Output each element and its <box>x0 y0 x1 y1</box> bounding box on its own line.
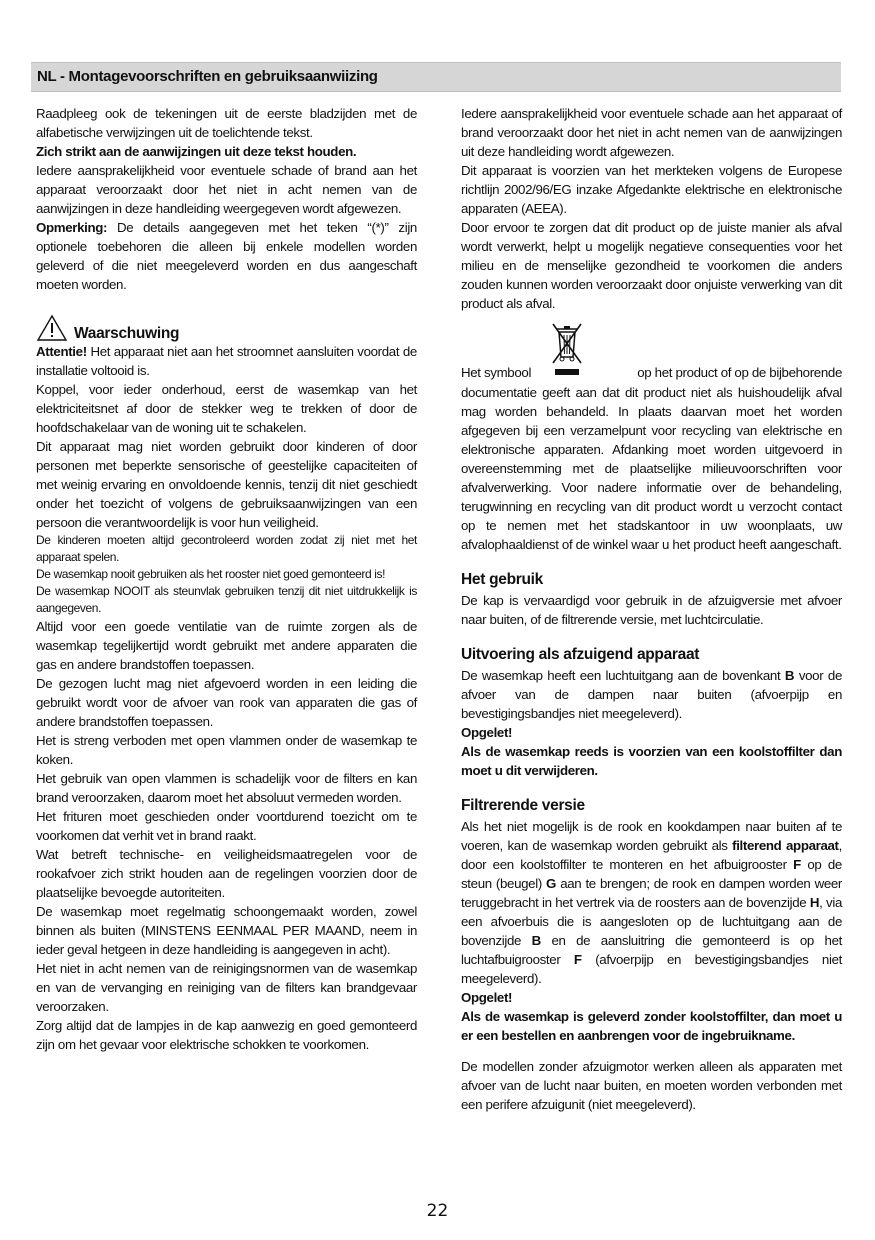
warning-paragraph: Altijd voor een goede ventilatie van de ruimte zorgen als de wasemkap tegelijkertijd wordt gebruikt met andere apparaten die gas en andere brandstoffen toepassen. <box>36 619 417 672</box>
intro-paragraph: Raadpleeg ook de tekeningen uit de eerste bladzijden met de alfabetische verwijzingen uit de toelichtende tekst. <box>36 106 417 140</box>
warning-triangle-icon <box>36 314 68 342</box>
liability-paragraph: Iedere aansprakelijkheid voor eventuele schade aan het apparaat of brand veroorzaakt door het niet in acht nemen van de aanwijzingen uit deze handleiding wordt afgewezen. <box>461 106 842 159</box>
weee-paragraph: Dit apparaat is voorzien van het merkteken volgens de Europese richtlijn 2002/96/EG inzake Afgedankte elektrische en elektronische apparaten (AEEA). <box>461 163 842 216</box>
liability-paragraph: Iedere aansprakelijkheid voor eventuele schade of brand aan het apparaat veroorzaakt door het niet in acht nemen van de aanwijzingen in deze handleiding weergegeven wordt afgewezen. <box>36 163 417 216</box>
warning-paragraph: Wat betreft technische- en veiligheidsmaatregelen voor de rookafvoer zich strikt houden aan de regelingen voorzien door de plaatselijke bevoegde autoriteiten. <box>36 847 417 900</box>
strict-instruction: Zich strikt aan de aanwijzingen uit deze tekst houden. <box>36 144 357 159</box>
filter-paragraph: Als het niet mogelijk is de rook en kookdampen naar buiten af te voeren, kan de wasemkap worden gebruikt als filterend apparaat, door een koolstoffilter te monteren en het afbuigrooster F op de steun (beugel) G aan te brengen; de rook en dampen worden weer teruggebracht in het vertrek via de roosters aan de bovenzijde H, via een afvoerbuis die is aangesloten op de luchtuitgang aan de bovenzijde B en de aansluitring die gemonteerd is op het luchtafbuigrooster F (afvoerpijp en bevestigingsbandjes niet meegeleverd). <box>461 819 842 986</box>
note-paragraph: Opmerking: De details aangegeven met het teken “(*)” zijn optionele toebehoren die alleen bij enkele modellen worden geleverd of die niet meegeleverd worden en dus aangeschaft moeten worden. <box>36 220 417 292</box>
symbol-row <box>461 321 842 383</box>
use-title: Het gebruik <box>461 571 543 588</box>
symbol-line: Het symbool op het product of op de bijbehorende <box>461 365 842 380</box>
symbol-paragraph: documentatie geeft aan dat dit product niet als huishoudelijk afval mag worden behandeld. In plaats daarvan moet het worden afgegeven bij een verzamelpunt voor recycling van elektrische en elektronische apparaten. Afdanking moet worden uitgevoerd in overeenstemming met de plaatselijke milieuvoorschriften voor afvalverwerking. Voor nadere informatie over de behandeling, terugwinning en recycling van dit product wordt u verzocht contact op te nemen met het stadskantoor in uw woonplaats, uw afvalophaaldienst of de winkel waar u het product heeft aangeschaft. <box>461 385 842 552</box>
warning-paragraph: De wasemkap moet regelmatig schoongemaakt worden, zowel binnen als buiten (MINSTENS EENMAAL PER MAAND, neem in ieder geval hetgeen in deze handleiding is aangegeven in acht). <box>36 904 417 957</box>
warning-paragraph: Het frituren moet geschieden onder voortdurend toezicht om te voorkomen dat verhit vet in brand raakt. <box>36 809 417 843</box>
warning-paragraph: De gezogen lucht mag niet afgevoerd worden in een leiding die gebruikt wordt voor de afvoer van rook van apparaten die gas of andere brandstoffen toepassen. <box>36 676 417 729</box>
filter-title: Filtrerende versie <box>461 797 585 814</box>
models-paragraph: De modellen zonder afzuigmotor werken alleen als apparaten met afvoer van de lucht naar buiten, en moeten worden verbonden met een perifere afzuigunit (niet meegeleverd). <box>461 1059 842 1112</box>
warning-paragraph: Dit apparaat mag niet worden gebruikt door kinderen of door personen met beperkte sensorische of geestelijke capaciteiten of met weinig ervaring en onvoldoende kennis, tenzij dit niet geschiedt onder het toezicht of volgens de gebruiksaanwijzingen van een persoon die verantwoordelijk is voor hun veiligheid. <box>36 439 417 530</box>
warning-heading <box>36 312 417 342</box>
attention-label: Attentie! <box>36 344 87 359</box>
extraction-paragraph: De wasemkap heeft een luchtuitgang aan de bovenkant B voor de afvoer van de dampen naar buiten (afvoerpijp en bevestigingsbandjes niet meegeleverd). <box>461 668 842 721</box>
warning-paragraph: Het niet in acht nemen van de reinigingsnormen van de wasemkap en van de vervanging en reiniging van de filters kan brandgevaar veroorzaken. <box>36 961 417 1014</box>
section-header-bar <box>31 62 841 92</box>
warning-paragraph: Zorg altijd dat de lampjes in de kap aanwezig en goed gemonteerd zijn om het gevaar voor elektrische schokken te voorkomen. <box>36 1018 417 1052</box>
caution-label: Opgelet! <box>461 990 513 1005</box>
warning-paragraph: Het is streng verboden met open vlammen onder de wasemkap te koken. <box>36 733 417 767</box>
attention-paragraph: Attentie! Het apparaat niet aan het stroomnet aansluiten voordat de installatie voltooid is. <box>36 344 417 378</box>
caution-label: Opgelet! <box>461 725 513 740</box>
right-column <box>461 104 842 1114</box>
warning-paragraph: Het gebruik van open vlammen is schadelijk voor de filters en kan brand veroorzaken, daarom moet het absoluut vermeden worden. <box>36 771 417 805</box>
warning-paragraph: Koppel, voor ieder onderhoud, eerst de wasemkap van het elektriciteitsnet af door de stekker weg te trekken of door de hoofdschakelaar van de woning uit te schakelen. <box>36 382 417 435</box>
use-paragraph: De kap is vervaardigd voor gebruik in de afzuigversie met afvoer naar buiten, of de filtrerende versie, met luchtcirculatie. <box>461 593 842 627</box>
warning-title: Waarschuwing <box>74 325 180 342</box>
warning-paragraph: De kinderen moeten altijd gecontroleerd worden zodat zij niet met het apparaat spelen. <box>36 533 417 564</box>
warning-paragraph: De wasemkap NOOIT als steunvlak gebruiken tenzij dit niet uitdrukkelijk is aangegeven. <box>36 584 417 615</box>
left-column <box>36 104 417 1054</box>
caution-text: Als de wasemkap reeds is voorzien van een koolstoffilter dan moet u dit verwijderen. <box>461 744 842 778</box>
note-label: Opmerking: <box>36 220 108 235</box>
caution-text: Als de wasemkap is geleverd zonder koolstoffilter, dan moet u er een bestellen en aanbrengen voor de ingebruikname. <box>461 1009 842 1043</box>
warning-paragraph: De wasemkap nooit gebruiken als het rooster niet goed gemonteerd is! <box>36 567 386 581</box>
extraction-title: Uitvoering als afzuigend apparaat <box>461 646 700 663</box>
disposal-paragraph: Door ervoor te zorgen dat dit product op de juiste manier als afval wordt verwerkt, helpt u mogelijk negatieve consequenties voor het milieu en de menselijke gezondheid te voorkomen die anders zouden kunnen worden veroorzaakt door onjuiste verwerking van dit product als afval. <box>461 220 842 311</box>
page-number: 22 <box>426 1201 449 1221</box>
section-title: NL - Montagevoorschriften en gebruiksaanwiizing <box>37 68 378 85</box>
